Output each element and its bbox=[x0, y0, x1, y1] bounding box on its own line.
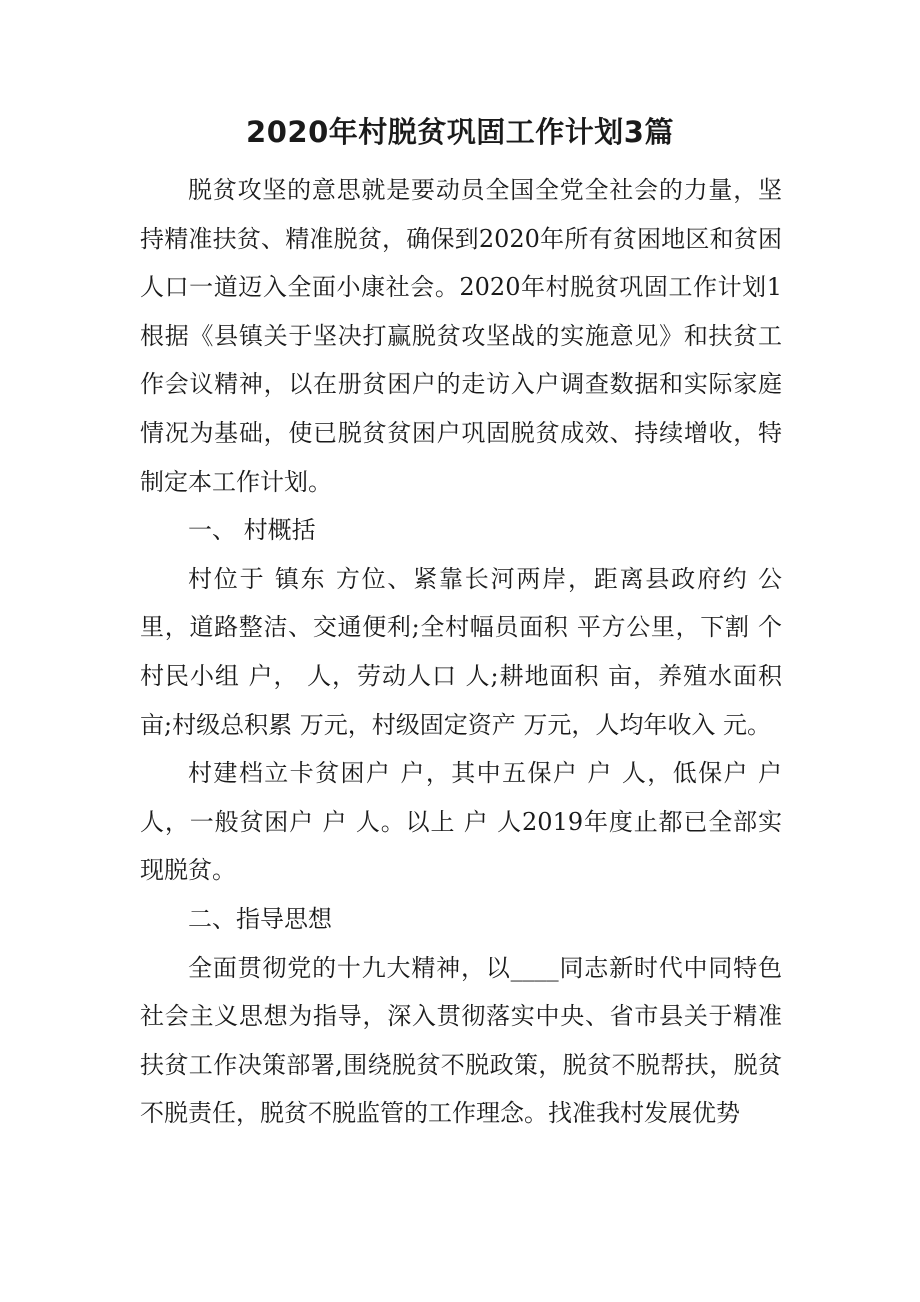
document-title: 2020年村脱贫巩固工作计划3篇 bbox=[246, 115, 674, 149]
section-heading-guiding-ideology: 二、指导思想 bbox=[188, 904, 332, 933]
section-heading-village-overview: 一、 村概括 bbox=[188, 516, 316, 545]
document-body bbox=[140, 166, 782, 1138]
intro-paragraph: 脱贫攻坚的意思就是要动员全国全党全社会的力量，坚持精准扶贫、精准脱贫，确保到2020年所有贫困地区和贫困人口一道迈入全面小康社会。2020年村脱贫巩固工作计划1根据《县镇关于坚决打赢脱贫攻坚战的实施意见》和扶贫工作会议精神，以在册贫困户的走访入户调查数据和实际家庭情况为基础，使已脱贫贫困户巩固脱贫成效、持续增收，特制定本工作计划。 bbox=[140, 176, 782, 496]
poverty-households-paragraph: 村建档立卡贫困户 户，其中五保户 户 人，低保户 户 人，一般贫困户 户 人。以上 户 人2019年度止都已全部实现脱贫。 bbox=[140, 759, 782, 885]
guiding-ideology-paragraph: 全面贯彻党的十九大精神，以____同志新时代中同特色社会主义思想为指导，深入贯彻落实中央、省市县关于精准扶贫工作决策部署,围绕脱贫不脱政策，脱贫不脱帮扶，脱贫不脱责任，脱贫不脱监管的工作理念。找准我村发展优势 bbox=[140, 953, 782, 1128]
village-overview-paragraph: 村位于 镇东 方位、紧靠长河两岸，距离县政府约 公里，道路整洁、交通便利;全村幅员面积 平方公里，下割 个村民小组 户， 人，劳动人口 人;耕地面积 亩，养殖水面积 亩;村级总积累 万元，村级固定资产 万元，人均年收入 元。 bbox=[140, 564, 782, 739]
